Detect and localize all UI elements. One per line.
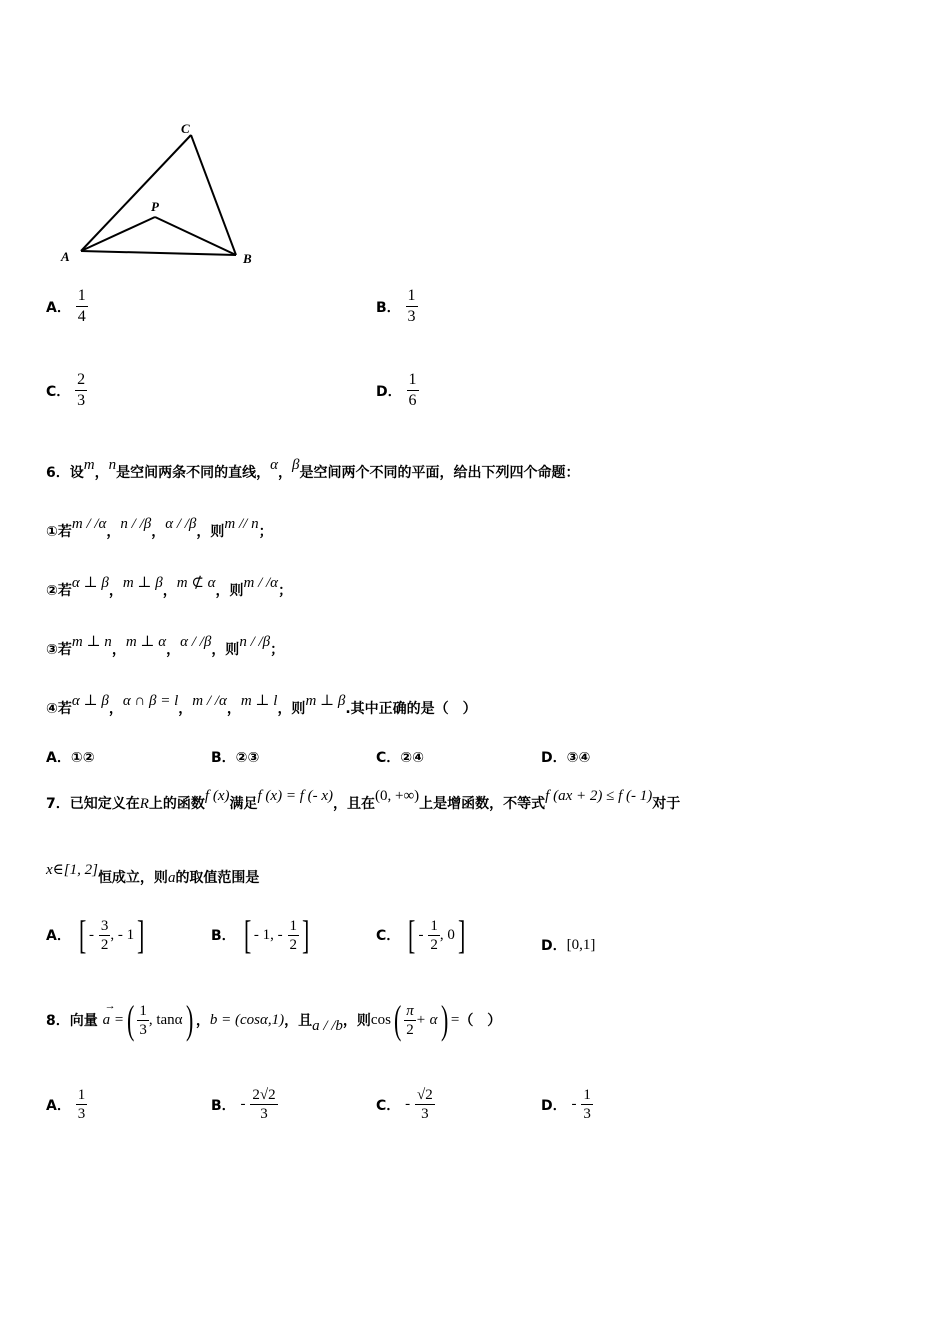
q8-option-a[interactable]: A． $\frac{1}{3}$: [46, 1087, 86, 1122]
fraction: $\frac{1}{3}$: [139, 1002, 147, 1038]
edge-ap: [81, 217, 155, 251]
fraction: $\frac{1}{2}$: [289, 917, 297, 953]
q6-prop-3: ③若m ⊥ n，m ⊥ α，α / /β，则n / /β；: [46, 634, 285, 658]
fraction: $\frac{1}{3}$: [407, 287, 416, 325]
q7-option-d[interactable]: D．[0,1]: [541, 937, 596, 954]
q6-stem: 6．设m，n是空间两条不同的直线，α，β是空间两个不同的平面，给出下列四个命题：: [46, 457, 580, 481]
fraction: $\frac{2√2}{3}$: [252, 1087, 276, 1122]
fraction: $\frac{\pi}{2}$: [406, 1002, 414, 1038]
q6-option-c[interactable]: C．②④: [376, 750, 424, 766]
label-b: B: [243, 251, 252, 266]
q6-option-b[interactable]: B．②③: [211, 750, 260, 766]
edge-ac: [81, 135, 191, 251]
q5-option-b[interactable]: [376, 286, 418, 327]
q7-option-b[interactable]: B． [ - 1, - $\frac{1}{2}$ ]: [211, 912, 310, 957]
q8-option-d[interactable]: D． - $\frac{1}{3}$: [541, 1087, 591, 1122]
option-label: B．: [376, 299, 401, 316]
fraction: $\frac{1}{2}$: [430, 917, 438, 953]
label-c: C: [181, 121, 190, 136]
q7-option-c[interactable]: C． [ - $\frac{1}{2}$ , 0]: [376, 912, 466, 957]
edge-ab: [81, 251, 236, 255]
option-label: A．: [46, 299, 71, 316]
q5-option-c[interactable]: [46, 370, 87, 411]
fraction: $\frac{1}{6}$: [408, 371, 417, 409]
q8-option-b[interactable]: B． - $\frac{2√2}{3}$: [211, 1087, 276, 1122]
q5-option-a[interactable]: [46, 286, 88, 327]
fraction: $\frac{1}{4}$: [77, 287, 86, 325]
q7-stem-2: x∈[1, 2]恒成立，则a的取值范围是: [46, 862, 260, 886]
q5-option-d[interactable]: [376, 370, 419, 411]
q6-option-d[interactable]: D．③④: [541, 750, 591, 766]
label-a: A: [61, 249, 70, 264]
fraction: $\frac{3}{2}$: [100, 917, 109, 953]
fraction: $\frac{2}{3}$: [77, 371, 86, 409]
option-label: D．: [376, 383, 402, 400]
fraction: $\frac{1}{3}$: [583, 1087, 591, 1122]
q8-stem: 8．向量 → a =( $\frac{1}{3}$ , tanα) ，b = (cosα,1)，且a / /b，则cos( $\frac{\pi}{2}$ + α) =（ ）: [46, 997, 502, 1042]
fraction: $\frac{√2}{3}$: [417, 1087, 433, 1122]
option-label: C．: [46, 383, 71, 400]
q7-option-a[interactable]: A． [ - $\frac{3}{2}$ , - 1]: [46, 912, 145, 957]
fraction: $\frac{1}{3}$: [77, 1087, 86, 1122]
q7-stem: 7．已知定义在R上的函数f (x)满足f (x) = f (- x)，且在(0, +∞)上是增函数，不等式f (ax + 2) ≤ f (- 1)对于: [46, 788, 681, 812]
q6-prop-4: ④若α ⊥ β，α ∩ β = l，m / /α，m ⊥ l，则m ⊥ β.其中正确的是（ ）: [46, 693, 477, 717]
q6-prop-1: ①若m / /α，n / /β，α / /β，则m // n；: [46, 516, 273, 540]
q8-option-c[interactable]: C． - $\frac{√2}{3}$: [376, 1087, 433, 1122]
q6-prop-2: ②若α ⊥ β，m ⊥ β，m ⊄ α，则m / /α；: [46, 575, 293, 599]
triangle-figure: [55, 115, 275, 275]
q6-option-a[interactable]: A．①②: [46, 750, 95, 766]
label-p: P: [151, 199, 159, 214]
